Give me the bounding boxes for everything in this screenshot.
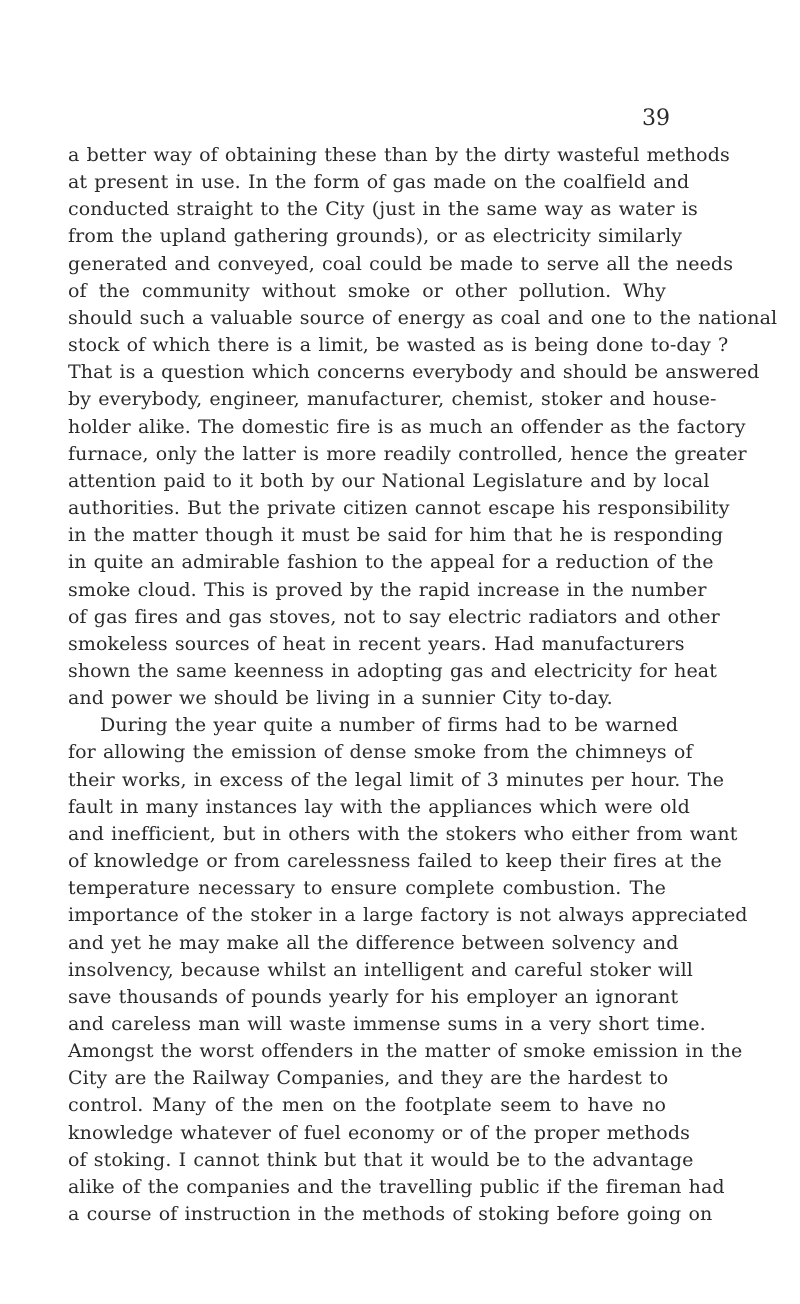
text-line: alike of the companies and the travelling public if the fireman had — [68, 1175, 725, 1198]
text-line: shown the same keenness in adopting gas and electricity for heat — [68, 659, 717, 682]
text-line: City are the Railway Companies, and they are the hardest to — [68, 1067, 669, 1090]
text-line: stock of which there is a limit, be wasted as is being done to-day ? — [68, 334, 729, 357]
text-line: fault in many instances lay with the appliances which were old — [68, 795, 690, 818]
text-line: of gas fires and gas stoves, not to say electric radiators and other — [68, 605, 720, 628]
paragraph — [68, 712, 748, 1228]
text-line: furnace, only the latter is more readily controlled, hence the greater — [68, 442, 747, 465]
body-text — [68, 142, 778, 1228]
text-line: by everybody, engineer, manufacturer, chemist, stoker and house- — [68, 388, 717, 411]
text-line: at present in use. In the form of gas made on the coalfield and — [68, 171, 690, 194]
text-line: generated and conveyed, coal could be made to serve all the needs — [68, 252, 734, 275]
text-line: insolvency, because whilst an intelligent and careful stoker will — [68, 958, 693, 981]
text-line: save thousands of pounds yearly for his employer an ignorant — [68, 985, 679, 1008]
text-line: and inefficient, but in others with the stokers who either from want — [68, 822, 738, 845]
text-line: of knowledge or from carelessness failed to keep their fires at the — [68, 850, 722, 873]
paragraph — [68, 142, 778, 712]
text-line: their works, in excess of the legal limit of 3 minutes per hour. The — [68, 768, 725, 791]
text-line: from the upland gathering grounds), or as electricity similarly — [68, 225, 683, 248]
text-line: holder alike. The domestic fire is as much an offender as the factory — [68, 415, 746, 438]
text-line: for allowing the emission of dense smoke from the chimneys of — [68, 741, 693, 764]
text-line: a course of instruction in the methods of stoking before going on — [68, 1203, 713, 1226]
text-line: knowledge whatever of fuel economy or of the proper methods — [68, 1121, 690, 1144]
text-line: and careless man will waste immense sums in a very short time. — [68, 1013, 706, 1035]
text-line: in quite an admirable fashion to the appeal for a reduction of the — [68, 551, 714, 574]
text-line: That is a question which concerns everybody and should be answered — [68, 361, 760, 384]
text-line: attention paid to it both by our National Legislature and by local — [68, 469, 710, 492]
page-number: 39 — [642, 106, 670, 131]
text-line: smoke cloud. This is proved by the rapid increase in the number — [68, 578, 707, 601]
text-line: importance of the stoker in a large factory is not always appreciated — [68, 904, 748, 927]
text-line: Amongst the worst offenders in the matter of smoke emission in the — [68, 1040, 743, 1063]
text-line: control. Many of the men on the footplate seem to have no — [68, 1094, 666, 1117]
text-line: During the year quite a number of firms had to be warned — [100, 714, 679, 737]
text-line: and power we should be living in a sunnier City to-day. — [68, 687, 613, 710]
text-line: smokeless sources of heat in recent years. Had manufacturers — [68, 632, 685, 655]
text-line: temperature necessary to ensure complete combustion. The — [68, 877, 666, 900]
text-line: and yet he may make all the difference between solvency and — [68, 931, 679, 954]
text-line: of the community without smoke or other pollution. Why — [68, 279, 666, 302]
text-line: conducted straight to the City (just in the same way as water is — [68, 198, 698, 221]
text-line: in the matter though it must be said for him that he is responding — [68, 524, 724, 547]
text-line: of stoking. I cannot think but that it would be to the advantage — [68, 1148, 694, 1171]
text-line: a better way of obtaining these than by the dirty wasteful methods — [68, 144, 730, 166]
text-line: should such a valuable source of energy as coal and one to the national — [68, 306, 778, 329]
text-line: authorities. But the private citizen cannot escape his responsibility — [68, 497, 730, 520]
